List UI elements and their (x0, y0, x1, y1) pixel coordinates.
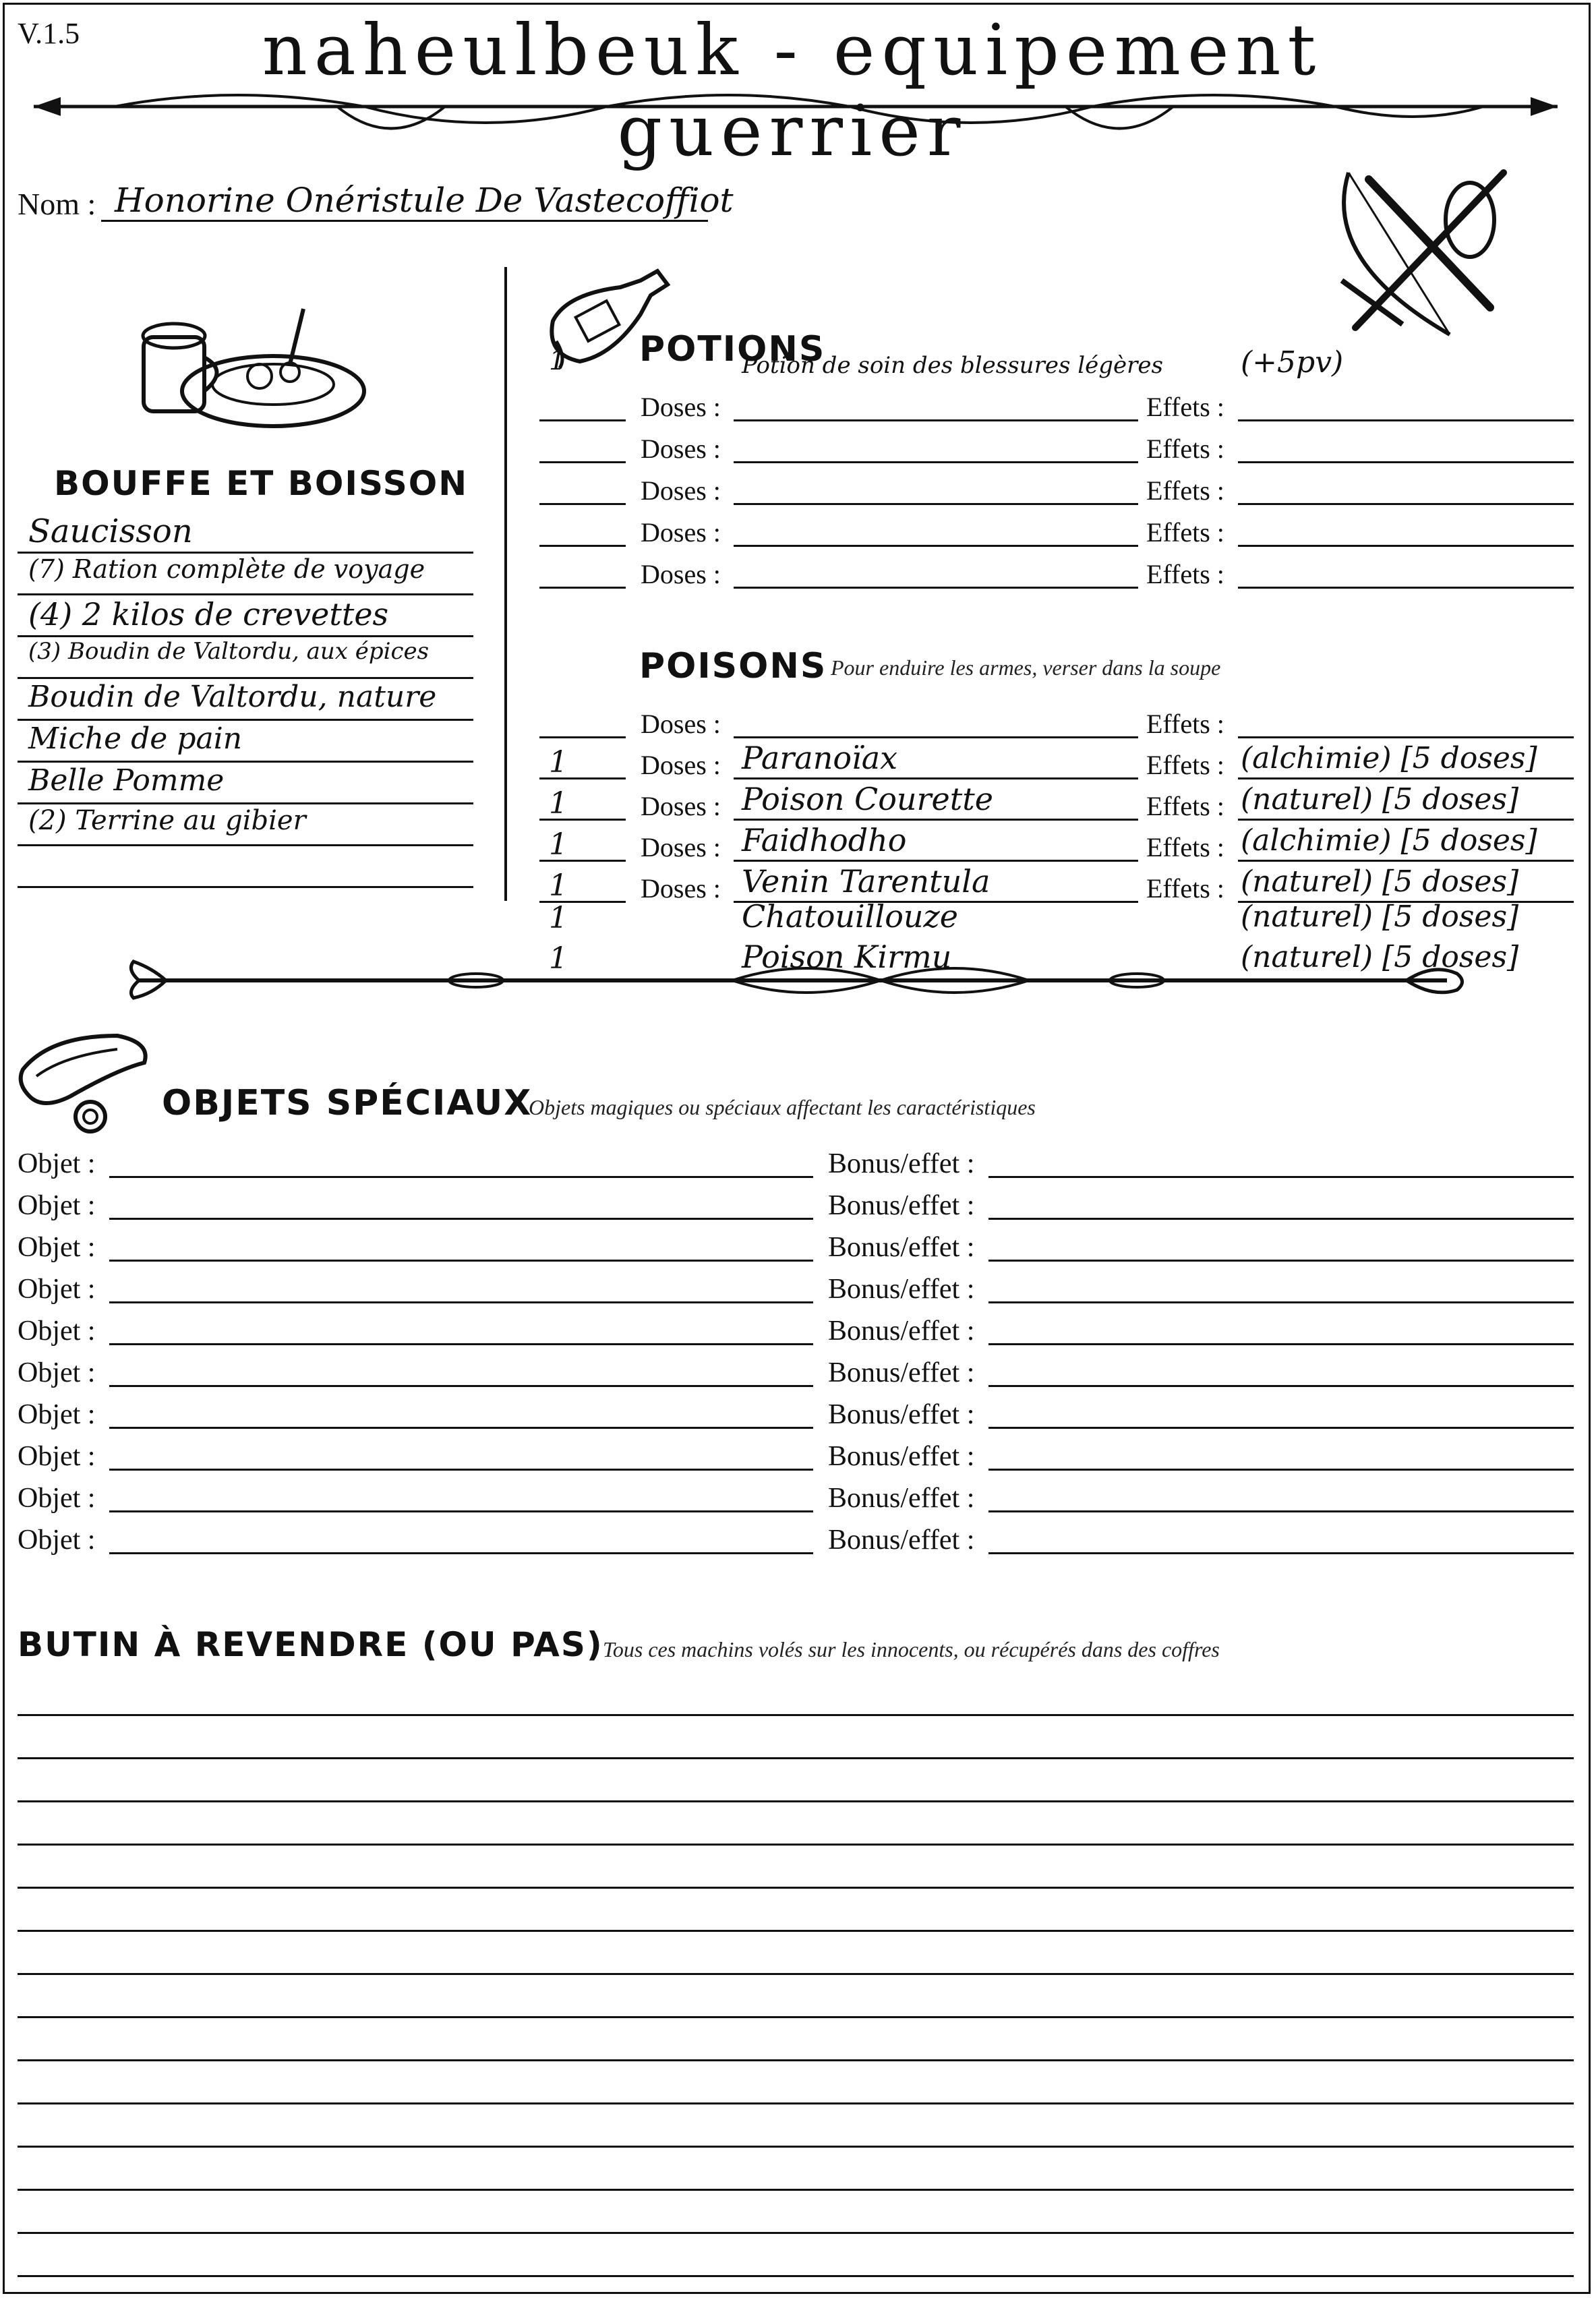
food-item-line (18, 635, 473, 637)
potion-effects-label: Effets : (1146, 392, 1224, 422)
food-item[interactable]: Boudin de Valtordu, nature (28, 680, 437, 714)
loot-line (18, 1887, 1574, 1889)
potion-effects-line (1238, 461, 1574, 463)
special-object-label: Objet : (18, 1399, 96, 1430)
special-object-line (109, 1176, 813, 1178)
potion-qty-line (539, 503, 626, 505)
poisons-subtitle: Pour enduire les armes, verser dans la soupe (831, 655, 1221, 680)
potion-effects-label: Effets : (1146, 434, 1224, 464)
name-underline (101, 220, 708, 222)
poison-effects-value[interactable]: (naturel) [5 doses] (1241, 864, 1519, 899)
special-object-label: Objet : (18, 1483, 96, 1514)
poison-extra-qty[interactable]: 1 (549, 901, 568, 935)
poison-extra-qty[interactable]: 1 (549, 941, 568, 976)
poison-extra-name[interactable]: Poison Kirmu (742, 939, 952, 975)
potion-doses-label: Doses : (641, 392, 721, 422)
special-bonus-label: Bonus/effet : (828, 1357, 975, 1388)
scroll-ring-icon (16, 1029, 158, 1137)
poison-effects-line (1238, 777, 1574, 779)
special-object-line (109, 1301, 813, 1303)
page-title: naheulbeuk - equipement guerrier (262, 9, 1323, 172)
poison-doses-label: Doses : (641, 873, 721, 904)
special-object-line (109, 1260, 813, 1262)
food-item-line (18, 802, 473, 804)
food-item-line (18, 761, 473, 763)
loot-line (18, 2232, 1574, 2234)
food-item[interactable]: Belle Pomme (28, 763, 225, 798)
potion-first-effect[interactable]: (+5pv) (1241, 345, 1344, 380)
potion-qty-line (539, 587, 626, 589)
version-label: V.1.5 (18, 17, 80, 50)
food-item[interactable]: Saucisson (28, 512, 193, 550)
loot-line (18, 1844, 1574, 1846)
special-bonus-label: Bonus/effet : (828, 1232, 975, 1263)
potions-title: POTIONS (639, 329, 826, 370)
special-bonus-label: Bonus/effet : (828, 1148, 975, 1179)
name-value[interactable]: Honorine Onéristule De Vastecoffiot (115, 181, 734, 220)
poison-effects-label: Effets : (1146, 750, 1224, 780)
special-bonus-label: Bonus/effet : (828, 1399, 975, 1430)
potion-doses-line (734, 503, 1138, 505)
potion-effects-label: Effets : (1146, 559, 1224, 589)
special-object-label: Objet : (18, 1232, 96, 1263)
staff-divider-icon (125, 956, 1467, 1010)
poison-doses-label: Doses : (641, 832, 721, 862)
food-item-line (18, 844, 473, 846)
loot-line (18, 1757, 1574, 1759)
poison-effects-line (1238, 736, 1574, 738)
loot-line (18, 2275, 1574, 2277)
poison-effects-value[interactable]: (alchimie) [5 doses] (1241, 741, 1537, 775)
loot-line (18, 2016, 1574, 2018)
food-item-line (18, 552, 473, 554)
poison-effects-label: Effets : (1146, 832, 1224, 862)
poison-qty[interactable]: 1 (549, 868, 568, 903)
special-bonus-label: Bonus/effet : (828, 1316, 975, 1347)
special-object-label: Objet : (18, 1190, 96, 1221)
special-object-label: Objet : (18, 1274, 96, 1305)
special-bonus-line (988, 1427, 1574, 1429)
potion-effects-line (1238, 587, 1574, 589)
poison-doses-value[interactable]: Poison Courette (742, 781, 993, 817)
poison-doses-value[interactable]: Venin Tarentula (742, 863, 991, 900)
poison-effects-value[interactable]: (naturel) [5 doses] (1241, 782, 1519, 817)
food-item[interactable]: Miche de pain (28, 721, 243, 756)
special-object-label: Objet : (18, 1441, 96, 1472)
poison-effects-line (1238, 860, 1574, 862)
special-object-line (109, 1385, 813, 1387)
poison-effects-label: Effets : (1146, 791, 1224, 821)
loot-line (18, 2059, 1574, 2061)
loot-title: BUTIN À REVENDRE (OU PAS) (18, 1625, 603, 1664)
poison-doses-label: Doses : (641, 750, 721, 780)
loot-line (18, 1973, 1574, 1975)
special-bonus-label: Bonus/effet : (828, 1525, 975, 1556)
potion-doses-label: Doses : (641, 434, 721, 464)
loot-line (18, 1930, 1574, 1932)
food-item[interactable]: (3) Boudin de Valtordu, aux épices (28, 638, 430, 665)
poison-doses-line (734, 777, 1138, 779)
special-object-label: Objet : (18, 1316, 96, 1347)
special-bonus-line (988, 1260, 1574, 1262)
special-object-line (109, 1469, 813, 1471)
food-item-line (18, 719, 473, 721)
loot-subtitle: Tous ces machins volés sur les innocents, ou récupérés dans des coffres (603, 1637, 1220, 1661)
potion-effects-label: Effets : (1146, 475, 1224, 506)
special-subtitle: Objets magiques ou spéciaux affectant les caractéristiques (529, 1095, 1036, 1119)
potion-doses-label: Doses : (641, 559, 721, 589)
poison-extra-name[interactable]: Chatouillouze (742, 898, 958, 935)
potion-doses-line (734, 461, 1138, 463)
poison-effects-label: Effets : (1146, 873, 1224, 904)
special-object-label: Objet : (18, 1148, 96, 1179)
food-item-line (18, 886, 473, 888)
poisons-title: POISONS (639, 646, 827, 686)
potion-effects-label: Effets : (1146, 517, 1224, 548)
poison-doses-value[interactable]: Faidhodho (742, 822, 907, 858)
potion-doses-label: Doses : (641, 517, 721, 548)
food-item-line (18, 677, 473, 679)
loot-line (18, 1800, 1574, 1802)
poison-effects-value[interactable]: (alchimie) [5 doses] (1241, 823, 1537, 858)
poison-qty[interactable]: 1 (549, 786, 568, 821)
poison-doses-label: Doses : (641, 709, 721, 739)
spear-divider-icon (13, 86, 1585, 154)
poison-extra-effect[interactable]: (naturel) [5 doses] (1241, 940, 1519, 974)
poison-doses-line (734, 736, 1138, 738)
special-bonus-label: Bonus/effet : (828, 1274, 975, 1305)
potion-first-qty[interactable]: 1 (549, 345, 566, 376)
food-item[interactable]: (7) Ration complète de voyage (28, 554, 425, 584)
special-bonus-line (988, 1552, 1574, 1554)
poison-doses-value[interactable]: Paranoïax (742, 740, 898, 776)
potion-doses-line (734, 587, 1138, 589)
poison-qty-line (539, 736, 626, 738)
special-bonus-line (988, 1510, 1574, 1512)
food-item[interactable]: (2) Terrine au gibier (28, 805, 306, 836)
name-label: Nom : (18, 187, 96, 221)
special-title: OBJETS SPÉCIAUX (162, 1083, 533, 1123)
special-bonus-line (988, 1385, 1574, 1387)
special-object-line (109, 1343, 813, 1345)
special-bonus-line (988, 1301, 1574, 1303)
poison-doses-line (734, 860, 1138, 862)
special-object-label: Objet : (18, 1357, 96, 1388)
special-bonus-line (988, 1218, 1574, 1220)
loot-line (18, 2189, 1574, 2191)
special-bonus-label: Bonus/effet : (828, 1441, 975, 1472)
poison-qty[interactable]: 1 (549, 827, 568, 862)
special-object-line (109, 1552, 813, 1554)
potion-doses-line (734, 545, 1138, 547)
poison-effects-line (1238, 819, 1574, 821)
potion-qty-line (539, 461, 626, 463)
food-item[interactable]: (4) 2 kilos de crevettes (28, 596, 389, 632)
poison-qty[interactable]: 1 (549, 745, 568, 779)
potion-effects-line (1238, 419, 1574, 421)
special-object-line (109, 1427, 813, 1429)
special-bonus-line (988, 1469, 1574, 1471)
special-bonus-line (988, 1343, 1574, 1345)
loot-line (18, 2102, 1574, 2104)
special-object-line (109, 1218, 813, 1220)
food-title: BOUFFE ET BOISSON (54, 464, 469, 503)
poison-effects-label: Effets : (1146, 709, 1224, 739)
potion-qty-line (539, 419, 626, 421)
special-bonus-label: Bonus/effet : (828, 1190, 975, 1221)
special-bonus-line (988, 1176, 1574, 1178)
food-plate-icon (138, 297, 367, 432)
special-object-label: Objet : (18, 1525, 96, 1556)
poison-extra-effect[interactable]: (naturel) [5 doses] (1241, 900, 1519, 934)
crossed-weapons-icon (1328, 159, 1524, 341)
poison-doses-label: Doses : (641, 791, 721, 821)
potion-first-name[interactable]: Potion de soin des blessures légères (742, 352, 1163, 379)
special-object-line (109, 1510, 813, 1512)
column-divider (504, 267, 507, 901)
food-item-line (18, 593, 473, 595)
poison-doses-line (734, 819, 1138, 821)
loot-line (18, 1714, 1574, 1716)
special-bonus-label: Bonus/effet : (828, 1483, 975, 1514)
potion-effects-line (1238, 545, 1574, 547)
potion-effects-line (1238, 503, 1574, 505)
potion-qty-line (539, 545, 626, 547)
potion-doses-label: Doses : (641, 475, 721, 506)
loot-line (18, 2146, 1574, 2148)
potion-doses-line (734, 419, 1138, 421)
